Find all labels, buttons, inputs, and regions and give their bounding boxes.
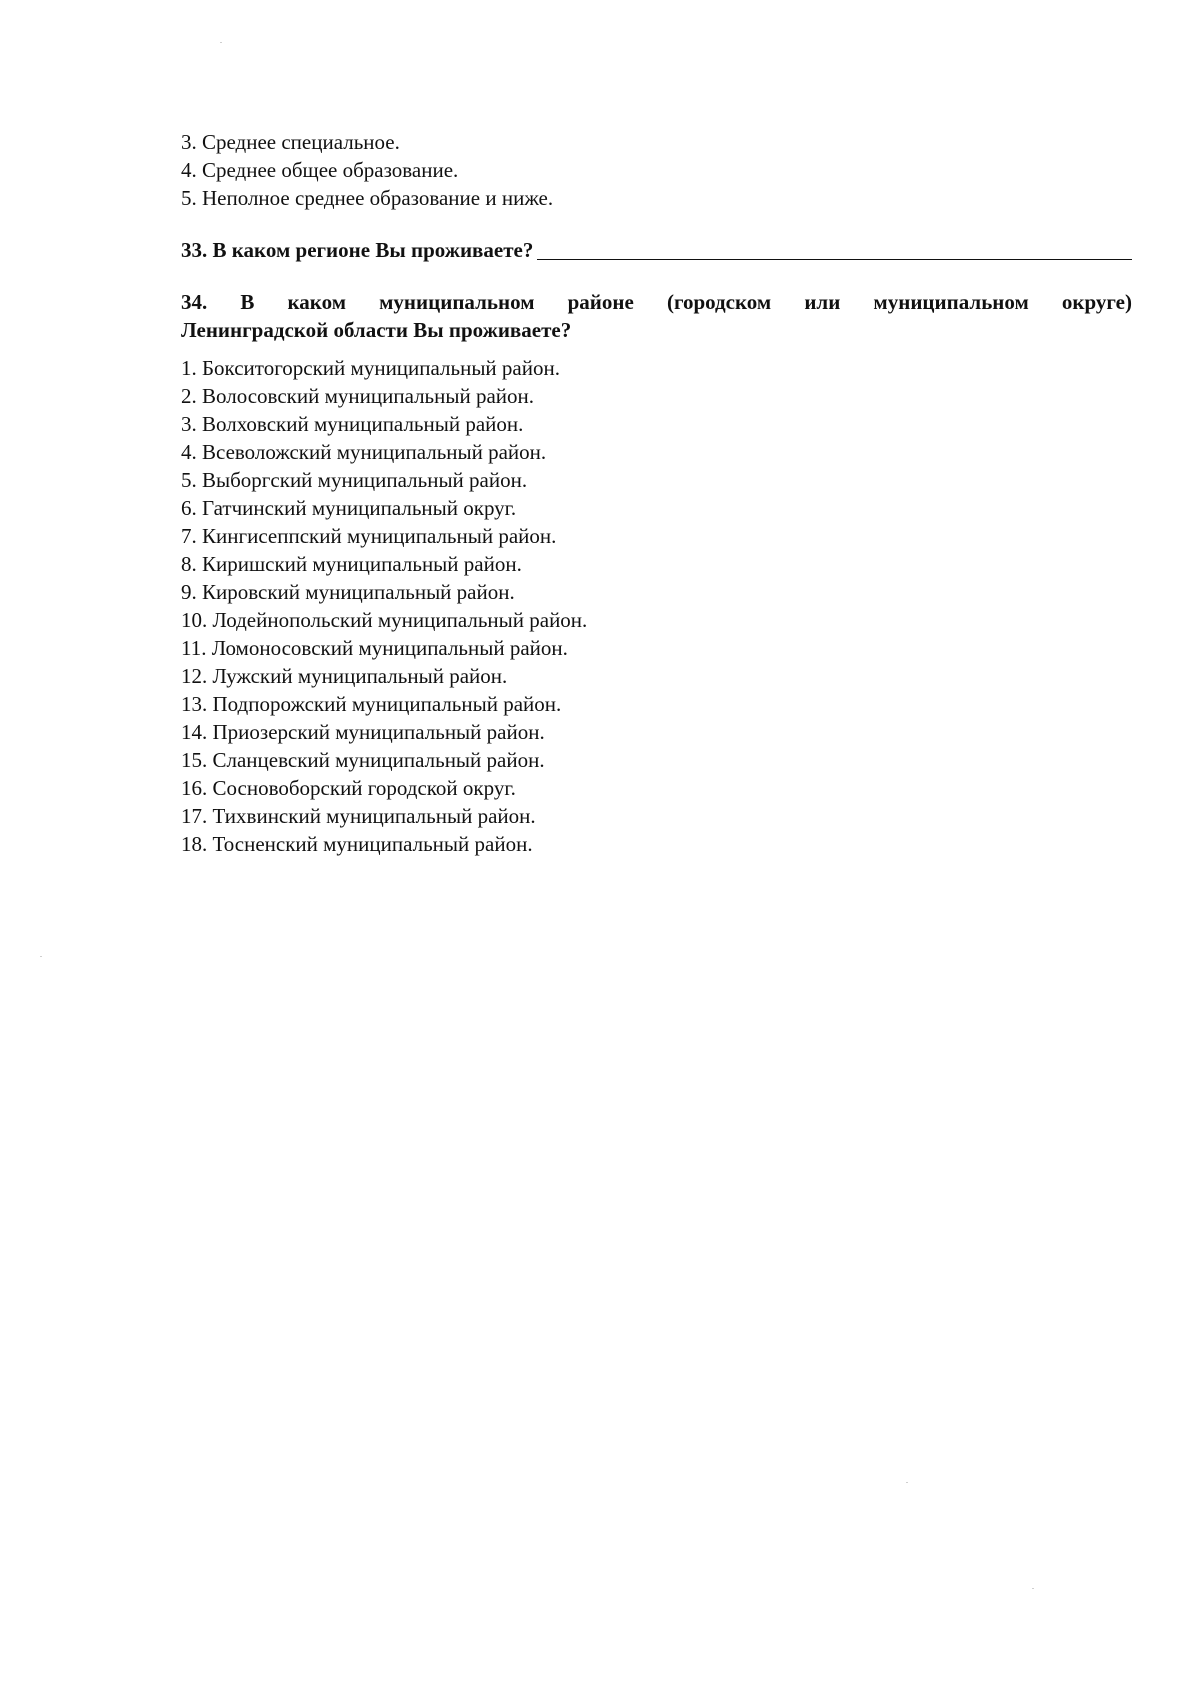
list-item: 11. Ломоносовский муниципальный район. <box>181 636 568 660</box>
list-item: 13. Подпорожский муниципальный район. <box>181 692 562 716</box>
list-item: 2. Волосовский муниципальный район. <box>181 384 535 408</box>
list-item: 15. Сланцевский муниципальный район. <box>181 748 545 772</box>
list-item: 3. Волховский муниципальный район. <box>181 412 524 436</box>
education-options-list <box>181 128 1132 212</box>
list-item: 7. Кингисеппский муниципальный район. <box>181 524 557 548</box>
list-item: 8. Киришский муниципальный район. <box>181 552 522 576</box>
list-item: 18. Тосненский муниципальный район. <box>181 832 533 856</box>
question-34-text-line-2: Ленинградской области Вы проживаете? <box>181 318 572 342</box>
list-item: 12. Лужский муниципальный район. <box>181 664 508 688</box>
question-33 <box>181 234 1132 264</box>
question-34-text-line-1: 34. В каком муниципальном районе (городском или муниципальном округе) <box>181 290 1132 314</box>
question-34-heading <box>181 288 1132 344</box>
list-item: 9. Кировский муниципальный район. <box>181 580 515 604</box>
scan-speck <box>40 956 42 957</box>
list-item: 5. Выборгский муниципальный район. <box>181 468 528 492</box>
page-content <box>181 128 1132 858</box>
scan-speck <box>220 42 222 43</box>
list-item: 14. Приозерский муниципальный район. <box>181 720 545 744</box>
question-33-answer-line <box>537 258 1132 260</box>
list-item: 5. Неполное среднее образование и ниже. <box>181 186 554 210</box>
question-34-options-list <box>181 354 1132 858</box>
list-item: 1. Бокситогорский муниципальный район. <box>181 356 560 380</box>
scan-speck <box>906 1482 908 1483</box>
question-33-text: 33. В каком регионе Вы проживаете? <box>181 238 534 262</box>
list-item: 16. Сосновоборский городской округ. <box>181 776 516 800</box>
list-item: 17. Тихвинский муниципальный район. <box>181 804 536 828</box>
list-item: 4. Среднее общее образование. <box>181 158 459 182</box>
list-item: 4. Всеволожский муниципальный район. <box>181 440 547 464</box>
list-item: 3. Среднее специальное. <box>181 130 400 154</box>
list-item: 10. Лодейнопольский муниципальный район. <box>181 608 588 632</box>
list-item: 6. Гатчинский муниципальный округ. <box>181 496 517 520</box>
scan-speck <box>1032 1588 1034 1589</box>
